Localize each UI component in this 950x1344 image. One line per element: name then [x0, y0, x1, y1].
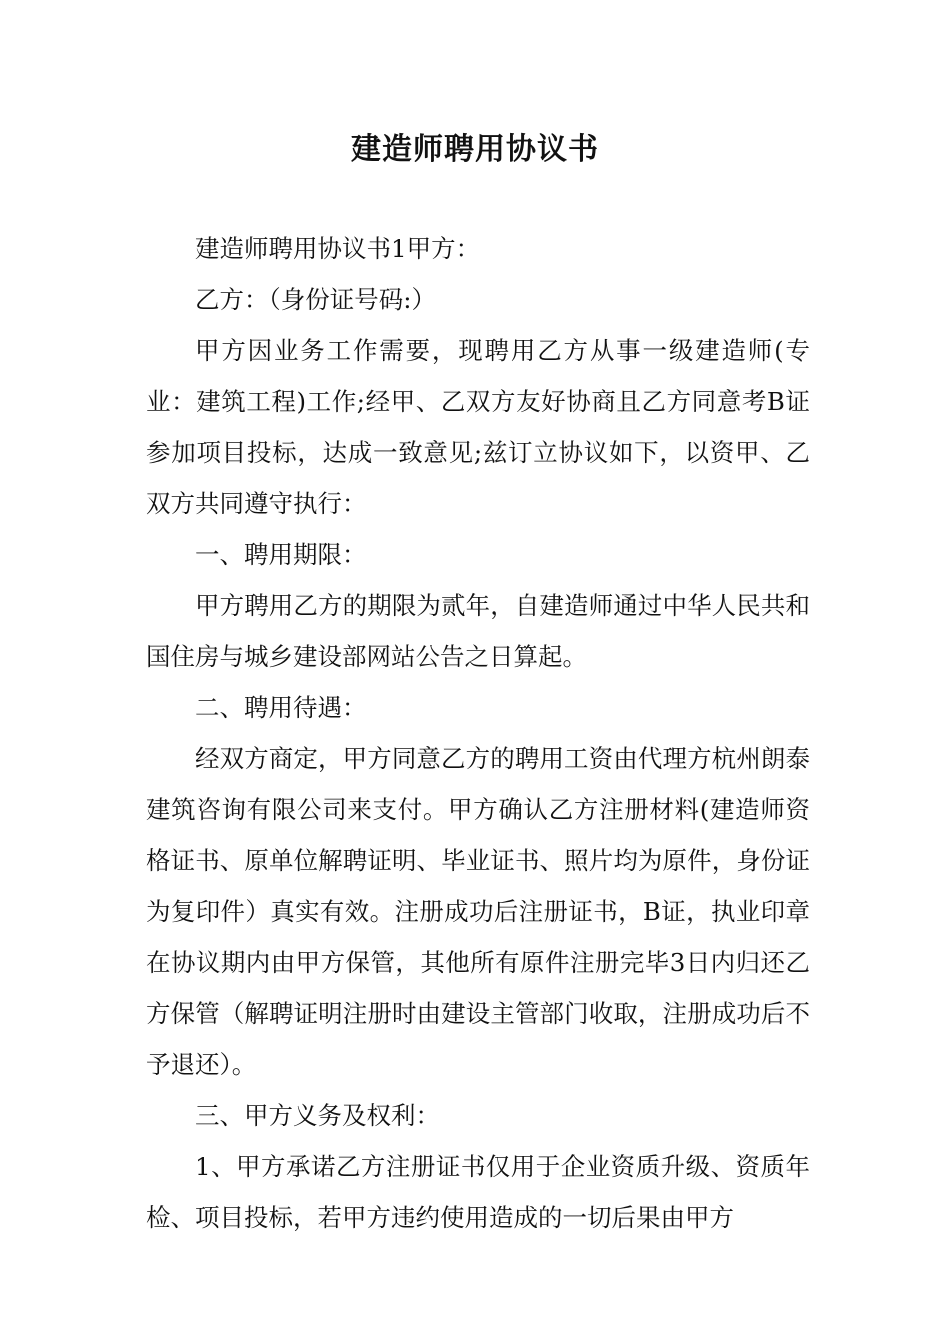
paragraph-term: 甲方聘用乙方的期限为贰年，自建造师通过中华人民共和国住房与城乡建设部网站公告之日算起。 [146, 591, 810, 671]
section-heading-party-a-duties: 三、甲方义务及权利： [195, 1101, 440, 1130]
section-heading-compensation: 二、聘用待遇： [195, 693, 367, 722]
paragraph-compensation: 经双方商定，甲方同意乙方的聘用工资由代理方杭州朗泰建筑咨询有限公司来支付。甲方确认乙方注册材料(建造师资格证书、原单位解聘证明、毕业证书、照片均为原件，身份证为复印件）真实有效。注册成功后注册证书，B证，执业印章在协议期内由甲方保管，其他所有原件注册完毕3日内归还乙方保管（解聘证明注册时由建设主管部门收取，注册成功后不予退还）。 [146, 744, 810, 1079]
section-heading-term: 一、聘用期限： [195, 540, 367, 569]
paragraph-purpose: 甲方因业务工作需要，现聘用乙方从事一级建造师(专业：建筑工程)工作;经甲、乙双方友好协商且乙方同意考B证参加项目投标，达成一致意见;兹订立协议如下，以资甲、乙双方共同遵守执行： [146, 336, 810, 518]
paragraph-duty-1: 1、甲方承诺乙方注册证书仅用于企业资质升级、资质年检、项目投标，若甲方违约使用造成的一切后果由甲方 [146, 1152, 810, 1232]
document-title: 建造师聘用协议书 [351, 132, 599, 167]
paragraph-party-b: 乙方：（身份证号码:） [195, 285, 437, 314]
document-body [146, 223, 810, 1243]
paragraph-intro: 建造师聘用协议书1甲方： [195, 234, 481, 263]
